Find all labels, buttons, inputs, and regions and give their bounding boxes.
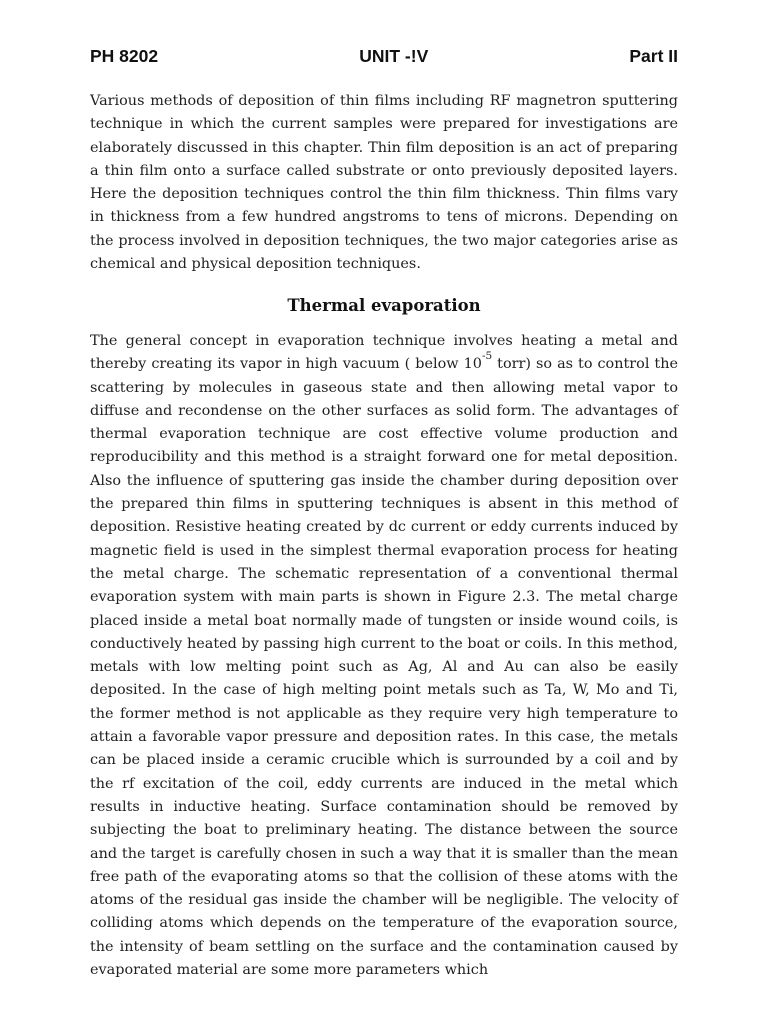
course-code: PH 8202 — [90, 46, 159, 66]
pressure-exponent: -5 — [481, 350, 493, 363]
intro-paragraph: Various methods of deposition of thin films including RF magnetron sputtering technique in which the current samples were prepared for investigations are elaborately discussed in this chapter. Thin film deposition is an act of preparing a thin film onto a surface called substrate or onto previously deposited layers. Here the deposition techniques control the thin film thickness. Thin films vary in thickness from a few hundred angstroms to tens of microns. Depending on the process involved in deposition techniques, the two major categories arise as chemical and physical deposition techniques. — [90, 93, 678, 273]
page-header — [90, 46, 678, 67]
paragraph-text-start: The general concept in evaporation technique involves heating a metal and thereby creating its vapor in high vacuum ( below 10 — [90, 333, 678, 373]
paragraph-text-rest: torr) so as to control the scattering by molecules in gaseous state and then allowing metal vapor to diffuse and recondense on the other surfaces as solid form. The advantages of thermal evaporation technique are cost effective volume production and reproducibility and this method is a straight forward one for metal deposition. Also the influence of sputtering gas inside the chamber during deposition over the prepared thin films in sputtering techniques is absent in this method of deposition. Resistive heating created by dc current or eddy currents induced by magnetic field is used in the simplest thermal evaporation process for heating the metal charge. The schematic representation of a conventional thermal evaporation system with main parts is shown in Figure 2.3. The metal charge placed inside a metal boat normally made of tungsten or inside wound coils, is conductively heated by passing high current to the boat or coils. In this method, metals with low melting point such as Ag, Al and Au can also be easily deposited. In the case of high melting point metals such as Ta, W, Mo and Ti, the former method is not applicable as they require very high temperature to attain a favorable vapor pressure and deposition rates. In this case, the metals can be placed inside a ceramic crucible which is surrounded by a coil and by the rf excitation of the coil, eddy currents are induced in the metal which results in inductive heating. Surface contamination should be removed by subjecting the boat to preliminary heating. The distance between the source and the target is carefully chosen in such a way that it is smaller than the mean free path of the evaporating atoms so that the collision of these atoms with the atoms of the residual gas inside the chamber will be negligible. The velocity of colliding atoms which depends on the temperature of the evaporation source, the intensity of beam settling on the surface and the contamination caused by evaporated material are some more parameters which — [90, 356, 678, 979]
part-label: Part II — [629, 46, 678, 66]
unit-label: UNIT -!V — [359, 46, 429, 66]
thermal-evaporation-paragraph — [90, 330, 678, 982]
section-title: Thermal evaporation — [287, 296, 481, 315]
